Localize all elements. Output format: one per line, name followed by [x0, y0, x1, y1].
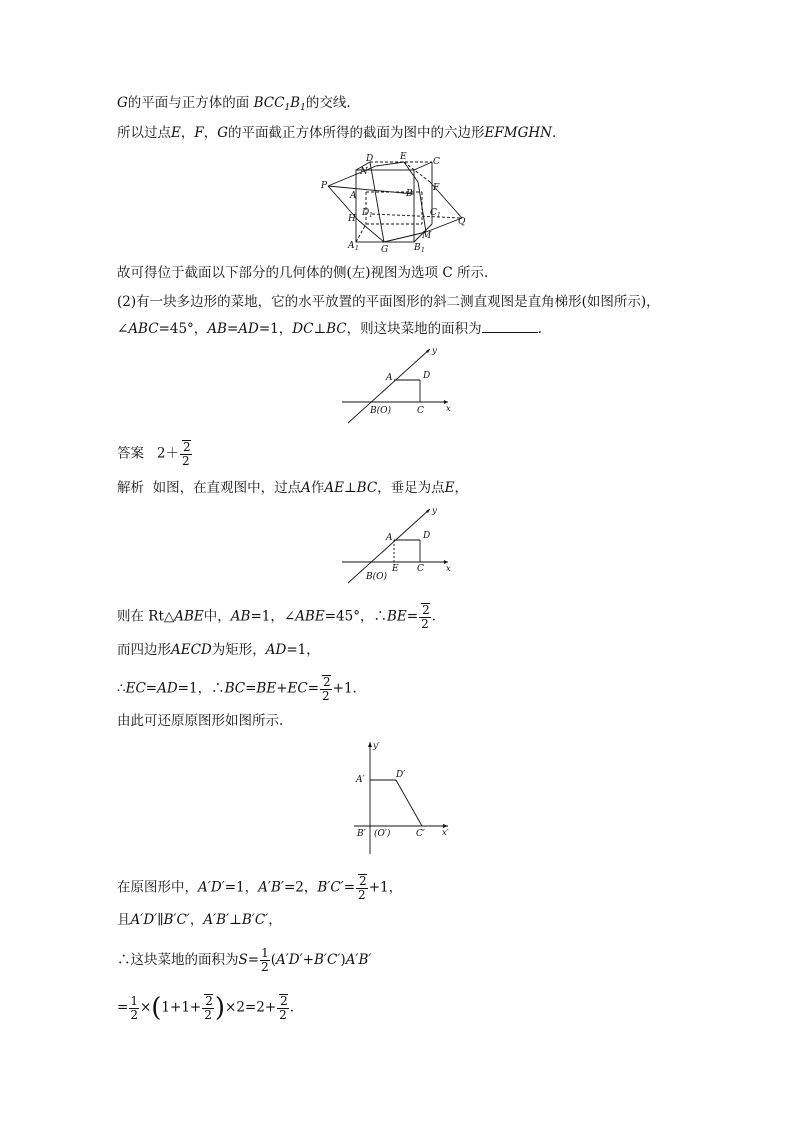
- svg-text:M: M: [422, 231, 432, 241]
- svg-text:1: 1: [421, 247, 425, 254]
- text-line-3: 故可得位于截面以下部分的几何体的侧(左)视图为选项 C 所示.: [117, 265, 489, 281]
- svg-text:D: D: [423, 371, 431, 381]
- text-line-1: G的平面与正方体的面 $BCC_1B_1$的交线.: [117, 95, 351, 113]
- svg-text:A′: A′: [356, 775, 365, 785]
- svg-text:1: 1: [369, 212, 373, 219]
- svg-text:y: y: [432, 506, 437, 516]
- svg-text:B: B: [406, 189, 413, 199]
- svg-text:B′: B′: [357, 829, 366, 839]
- svg-text:B(O): B(O): [370, 406, 392, 416]
- oblique-trapezoid-figure: [342, 343, 457, 425]
- svg-text:(O′): (O′): [374, 829, 391, 839]
- svg-text:y′: y′: [373, 741, 380, 751]
- svg-text:A: A: [386, 533, 393, 543]
- svg-text:x: x: [446, 564, 451, 574]
- text-line-5: ∠ABC=45°，AB=AD=1，DC⊥BC，则这块菜地的面积为 .: [117, 321, 542, 337]
- svg-text:1: 1: [355, 245, 359, 252]
- svg-text:C: C: [417, 564, 424, 574]
- svg-text:B(O): B(O): [366, 572, 388, 582]
- svg-text:Q: Q: [458, 217, 466, 227]
- svg-text:D: D: [366, 154, 374, 164]
- original-shape-figure: [350, 738, 455, 858]
- analysis-line: 解析 如图，在直观图中，过点A作AE⊥BC，垂足为点E，: [117, 480, 469, 496]
- text-line-12: 在原图形中，A′D′=1，A′B′=2，B′C′= $\frac{2}{2}$ +1，: [117, 874, 403, 902]
- svg-text:E: E: [392, 564, 399, 574]
- text-line-4: (2)有一块多边形的菜地，它的水平放置的平面图形的斜二测直观图是直角梯形(如图所示)，: [117, 294, 660, 310]
- text-line-15: = $\frac{1}{2}$ ×(1+1+ $\frac{2}{2}$ )×2=2+ $\frac{2}{2}$ .: [117, 993, 295, 1023]
- svg-text:D′: D′: [396, 770, 406, 780]
- svg-text:G: G: [381, 245, 389, 254]
- svg-text:x′: x′: [442, 828, 449, 838]
- svg-text:C: C: [430, 208, 437, 218]
- text-line-14: ∴这块菜地的面积为S= $\frac{1}{2}$ (A′D′+B′C′)A′B′: [117, 946, 372, 974]
- svg-text:C: C: [433, 157, 440, 167]
- svg-text:x: x: [446, 404, 451, 414]
- svg-text:y: y: [432, 346, 437, 356]
- svg-text:F: F: [433, 183, 440, 193]
- svg-text:A: A: [386, 373, 393, 383]
- text-line-2: 所以过点E，F，G的平面截正方体所得的截面为图中的六边形EFMGHN.: [117, 125, 557, 141]
- svg-text:H: H: [348, 214, 356, 224]
- text-line-13: 且A′D′∥B′C′，A′B′⊥B′C′，: [117, 912, 282, 928]
- answer-blank: [482, 320, 538, 333]
- svg-text:D: D: [423, 531, 431, 541]
- svg-text:P: P: [321, 181, 328, 191]
- answer-line: 答案 2＋ $\frac{2}{2}$: [117, 440, 191, 468]
- svg-text:N: N: [360, 167, 368, 177]
- cube-section-figure: [318, 152, 478, 254]
- oblique-trapezoid-with-e-figure: [342, 503, 457, 585]
- svg-text:D: D: [362, 208, 370, 218]
- text-line-8: 则在 Rt△ABE中，AB=1，∠ABE=45°，∴BE= $\frac{2}{2}$ .: [117, 603, 436, 631]
- text-line-11: 由此可还原原图形如图所示.: [117, 713, 284, 729]
- svg-text:A: A: [348, 241, 355, 251]
- text-line-9: 而四边形AECD为矩形，AD=1，: [117, 642, 320, 658]
- svg-text:C′: C′: [416, 829, 425, 839]
- svg-text:A: A: [350, 191, 357, 201]
- svg-text:B: B: [414, 243, 421, 253]
- svg-text:1: 1: [437, 212, 441, 219]
- svg-text:E: E: [400, 152, 407, 162]
- text-line-10: ∴EC=AD=1，∴BC=BE+EC= $\frac{2}{2}$ +1.: [117, 675, 357, 703]
- svg-text:C: C: [417, 406, 424, 416]
